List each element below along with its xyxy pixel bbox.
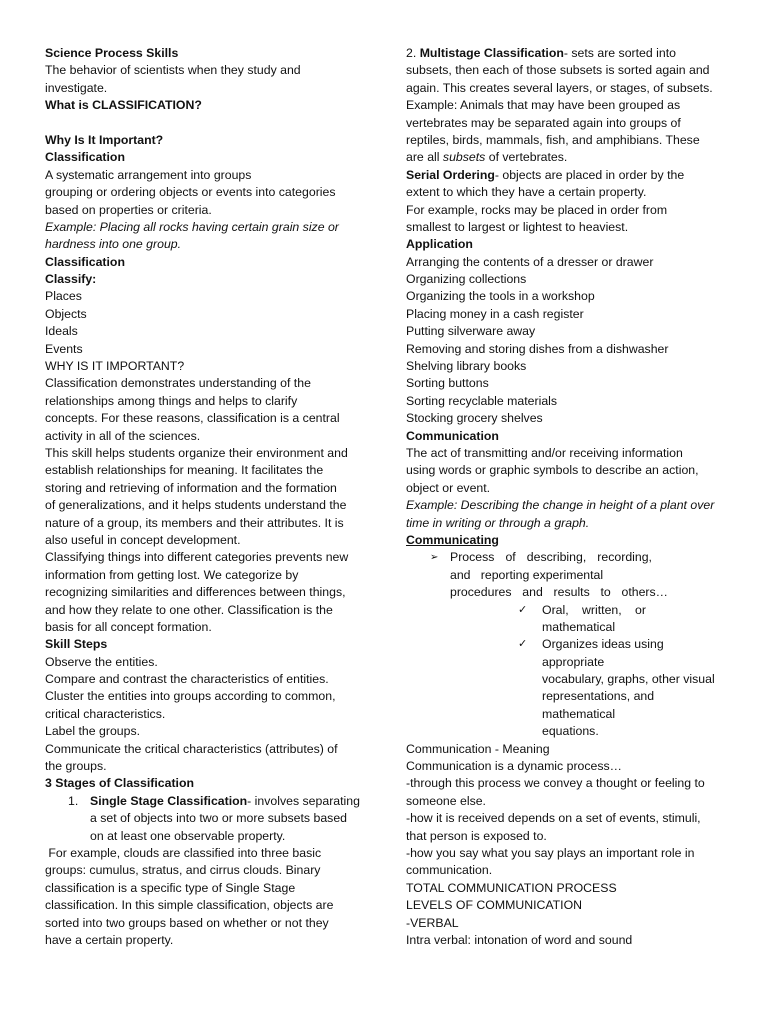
paragraph-line: have a certain property.: [45, 932, 174, 947]
stage-2-line: vertebrates may be separated again into groups of: [406, 115, 681, 130]
stage-2-item: [406, 45, 724, 62]
stage-2-line: again. This creates several layers, or stages, of subsets.: [406, 80, 713, 95]
check-bullet-line: mathematical: [542, 706, 616, 721]
meaning-line: Communication - Meaning: [406, 741, 550, 756]
document-title: Science Process Skills: [45, 46, 179, 60]
checkmark-icon: ✓: [518, 603, 528, 616]
check-bullet-line: mathematical: [542, 619, 616, 634]
application-item: Organizing collections: [406, 272, 527, 287]
meaning-line: Intra verbal: intonation of word and sound: [406, 932, 633, 947]
step-line: Observe the entities.: [45, 654, 158, 669]
communication-definition: object or event.: [406, 480, 491, 495]
stage-1-text: - involves separating: [247, 793, 360, 808]
definition-line: based on properties or criteria.: [45, 202, 212, 217]
paragraph-line: establish relationships for meaning. It facilitates the: [45, 463, 324, 478]
heading-what-is-classification: What is CLASSIFICATION?: [45, 98, 202, 113]
classify-item: Events: [45, 341, 83, 356]
stage-2-line: [406, 149, 724, 166]
check-bullet-text: Organizes ideas using: [542, 637, 664, 652]
paragraph-line: groups: cumulus, stratus, and cirrus clouds. Binary: [45, 863, 321, 878]
classify-item: Objects: [45, 306, 87, 321]
serial-ordering-line: extent to which they have a certain property.: [406, 185, 647, 200]
meaning-line: LEVELS OF COMMUNICATION: [406, 898, 583, 913]
paragraph-line: For example, clouds are classified into three basic: [45, 845, 322, 860]
application-item: Placing money in a cash register: [406, 306, 584, 321]
definition-line: grouping or ordering objects or events into categories: [45, 185, 336, 200]
classify-item: Ideals: [45, 324, 78, 339]
step-line: Label the groups.: [45, 724, 141, 739]
paragraph-line: sorted into two groups based on whether or not they: [45, 915, 329, 930]
paragraph-line: activity in all of the sciences.: [45, 428, 201, 443]
intro-line: investigate.: [45, 80, 108, 95]
check-bullet-line: equations.: [542, 724, 599, 739]
stage-2-line: subsets, then each of those subsets is sorted again and: [406, 63, 710, 78]
bullet-word: to: [600, 585, 611, 600]
stage-2-line: reptiles, birds, mammals, fish, and amphibians. These: [406, 132, 700, 147]
application-item: Putting silverware away: [406, 324, 536, 339]
bullet-word: Process: [450, 550, 495, 565]
bullet-word: or: [635, 602, 646, 617]
heading-classification-2: Classification: [45, 254, 125, 269]
meaning-line: communication.: [406, 863, 493, 878]
classify-item: Places: [45, 289, 82, 304]
right-column: [406, 45, 724, 949]
meaning-line: -VERBAL: [406, 915, 459, 930]
serial-ordering-term: Serial Ordering: [406, 167, 495, 182]
stage-1-term: Single Stage Classification: [90, 793, 248, 808]
example-line: hardness into one group.: [45, 237, 182, 252]
meaning-line: -how it is received depends on a set of events, stimuli,: [406, 811, 701, 826]
stage-2-term: Multistage Classification: [419, 46, 564, 60]
check-bullet-line: appropriate: [542, 654, 605, 669]
paragraph-line: of generalizations, and it helps students understand the: [45, 498, 347, 513]
paragraph-line: Classifying things into different categories prevents new: [45, 550, 349, 565]
stage-2-text: are all: [406, 150, 443, 165]
bullet-word: describing,: [526, 550, 587, 565]
list-number: 2.: [406, 46, 417, 60]
application-item: Stocking grocery shelves: [406, 411, 543, 426]
application-item: Sorting recyclable materials: [406, 393, 558, 408]
paragraph-line: This skill helps students organize their environment and: [45, 445, 348, 460]
example-line: Example: Placing all rocks having certain grain size or: [45, 219, 339, 234]
step-line: Cluster the entities into groups according to common,: [45, 689, 336, 704]
paragraph-line: basis for all concept formation.: [45, 619, 212, 634]
heading-why-important: Why Is It Important?: [45, 132, 164, 147]
application-item: Organizing the tools in a workshop: [406, 289, 595, 304]
serial-ordering-item: [406, 167, 724, 184]
heading-classification: Classification: [45, 150, 125, 165]
stage-2-text: of vertebrates.: [485, 150, 568, 165]
paragraph-line: recognizing similarities and differences between things,: [45, 585, 346, 600]
meaning-line: that person is exposed to.: [406, 828, 547, 843]
serial-ordering-line: For example, rocks may be placed in order from: [406, 202, 668, 217]
meaning-line: -how you say what you say plays an important role in: [406, 845, 695, 860]
step-line: the groups.: [45, 759, 107, 774]
stage-2-line: Example: Animals that may have been grouped as: [406, 98, 681, 113]
bullet-word: others…: [621, 585, 668, 600]
stage-1-line: a set of objects into two or more subsets based: [90, 811, 348, 826]
communication-definition: The act of transmitting and/or receiving information: [406, 445, 683, 460]
step-line: Compare and contrast the characteristics of entities.: [45, 672, 329, 687]
list-number: 1.: [68, 793, 79, 808]
heading-stages: 3 Stages of Classification: [45, 776, 194, 791]
stage-2-italic: subsets: [442, 150, 486, 165]
bullet-word: reporting experimental: [480, 567, 604, 582]
left-column: [45, 45, 363, 949]
meaning-line: someone else.: [406, 793, 486, 808]
meaning-line: -through this process we convey a thought or feeling to: [406, 776, 705, 791]
checkmark-icon: ✓: [518, 638, 528, 651]
communication-example: time in writing or through a graph.: [406, 515, 590, 530]
bullet-word: written,: [582, 602, 622, 617]
paragraph-line: relationships among things and helps to clarify: [45, 393, 298, 408]
step-line: critical characteristics.: [45, 706, 166, 721]
check-bullet-line: vocabulary, graphs, other visual: [542, 672, 715, 687]
step-line: Communicate the critical characteristics (attributes) of: [45, 741, 338, 756]
definition-line: A systematic arrangement into groups: [45, 167, 252, 182]
paragraph-line: information from getting lost. We categorize by: [45, 567, 299, 582]
stage-1-item: [45, 793, 363, 810]
application-item: Sorting buttons: [406, 376, 489, 391]
bullet-word: of: [505, 550, 516, 565]
paragraph-line: nature of a group, its members and their attributes. It is: [45, 515, 344, 530]
heading-communicating: Communicating: [406, 532, 499, 547]
intro-line: The behavior of scientists when they study and: [45, 63, 301, 78]
bullet-word: procedures: [450, 585, 512, 600]
paragraph-line: concepts. For these reasons, classification is a central: [45, 411, 340, 426]
paragraph-line: classification. In this simple classification, objects are: [45, 898, 334, 913]
paragraph-line: also useful in concept development.: [45, 532, 241, 547]
bullet-word: and: [522, 585, 543, 600]
arrow-bullet-item: [406, 549, 724, 566]
check-bullet-line: representations, and: [542, 689, 655, 704]
bullet-word: recording,: [597, 550, 652, 565]
check-bullet-item: [406, 602, 724, 619]
heading-classify: Classify:: [45, 272, 97, 287]
stage-2-text: - sets are sorted into: [563, 46, 676, 60]
serial-ordering-line: smallest to largest or lightest to heaviest.: [406, 219, 629, 234]
application-item: Arranging the contents of a dresser or drawer: [406, 254, 654, 269]
bullet-word: results: [553, 585, 590, 600]
check-bullet-item: [406, 636, 724, 653]
communication-definition: using words or graphic symbols to describe an action,: [406, 463, 699, 478]
paragraph-line: storing and retrieving of information and the formation: [45, 480, 337, 495]
heading-why-caps: WHY IS IT IMPORTANT?: [45, 359, 185, 374]
arrow-bullet-line: [406, 567, 724, 584]
heading-application: Application: [406, 237, 473, 252]
serial-ordering-text: - objects are placed in order by the: [494, 167, 685, 182]
meaning-line: TOTAL COMMUNICATION PROCESS: [406, 880, 617, 895]
bullet-word: and: [450, 567, 471, 582]
application-item: Shelving library books: [406, 359, 527, 374]
communication-example: Example: Describing the change in height of a plant over: [406, 498, 715, 513]
paragraph-line: classification is a specific type of Single Stage: [45, 880, 296, 895]
application-item: Removing and storing dishes from a dishwasher: [406, 341, 669, 356]
paragraph-line: Classification demonstrates understanding of the: [45, 376, 311, 391]
arrow-bullet-line: [406, 584, 724, 601]
paragraph-line: and how they relate to one other. Classification is the: [45, 602, 333, 617]
meaning-line: Communication is a dynamic process…: [406, 759, 622, 774]
heading-skill-steps: Skill Steps: [45, 637, 108, 652]
arrow-bullet-icon: ➢: [430, 552, 439, 564]
stage-1-line: on at least one observable property.: [90, 828, 286, 843]
heading-communication: Communication: [406, 428, 499, 443]
bullet-word: Oral,: [542, 602, 569, 617]
